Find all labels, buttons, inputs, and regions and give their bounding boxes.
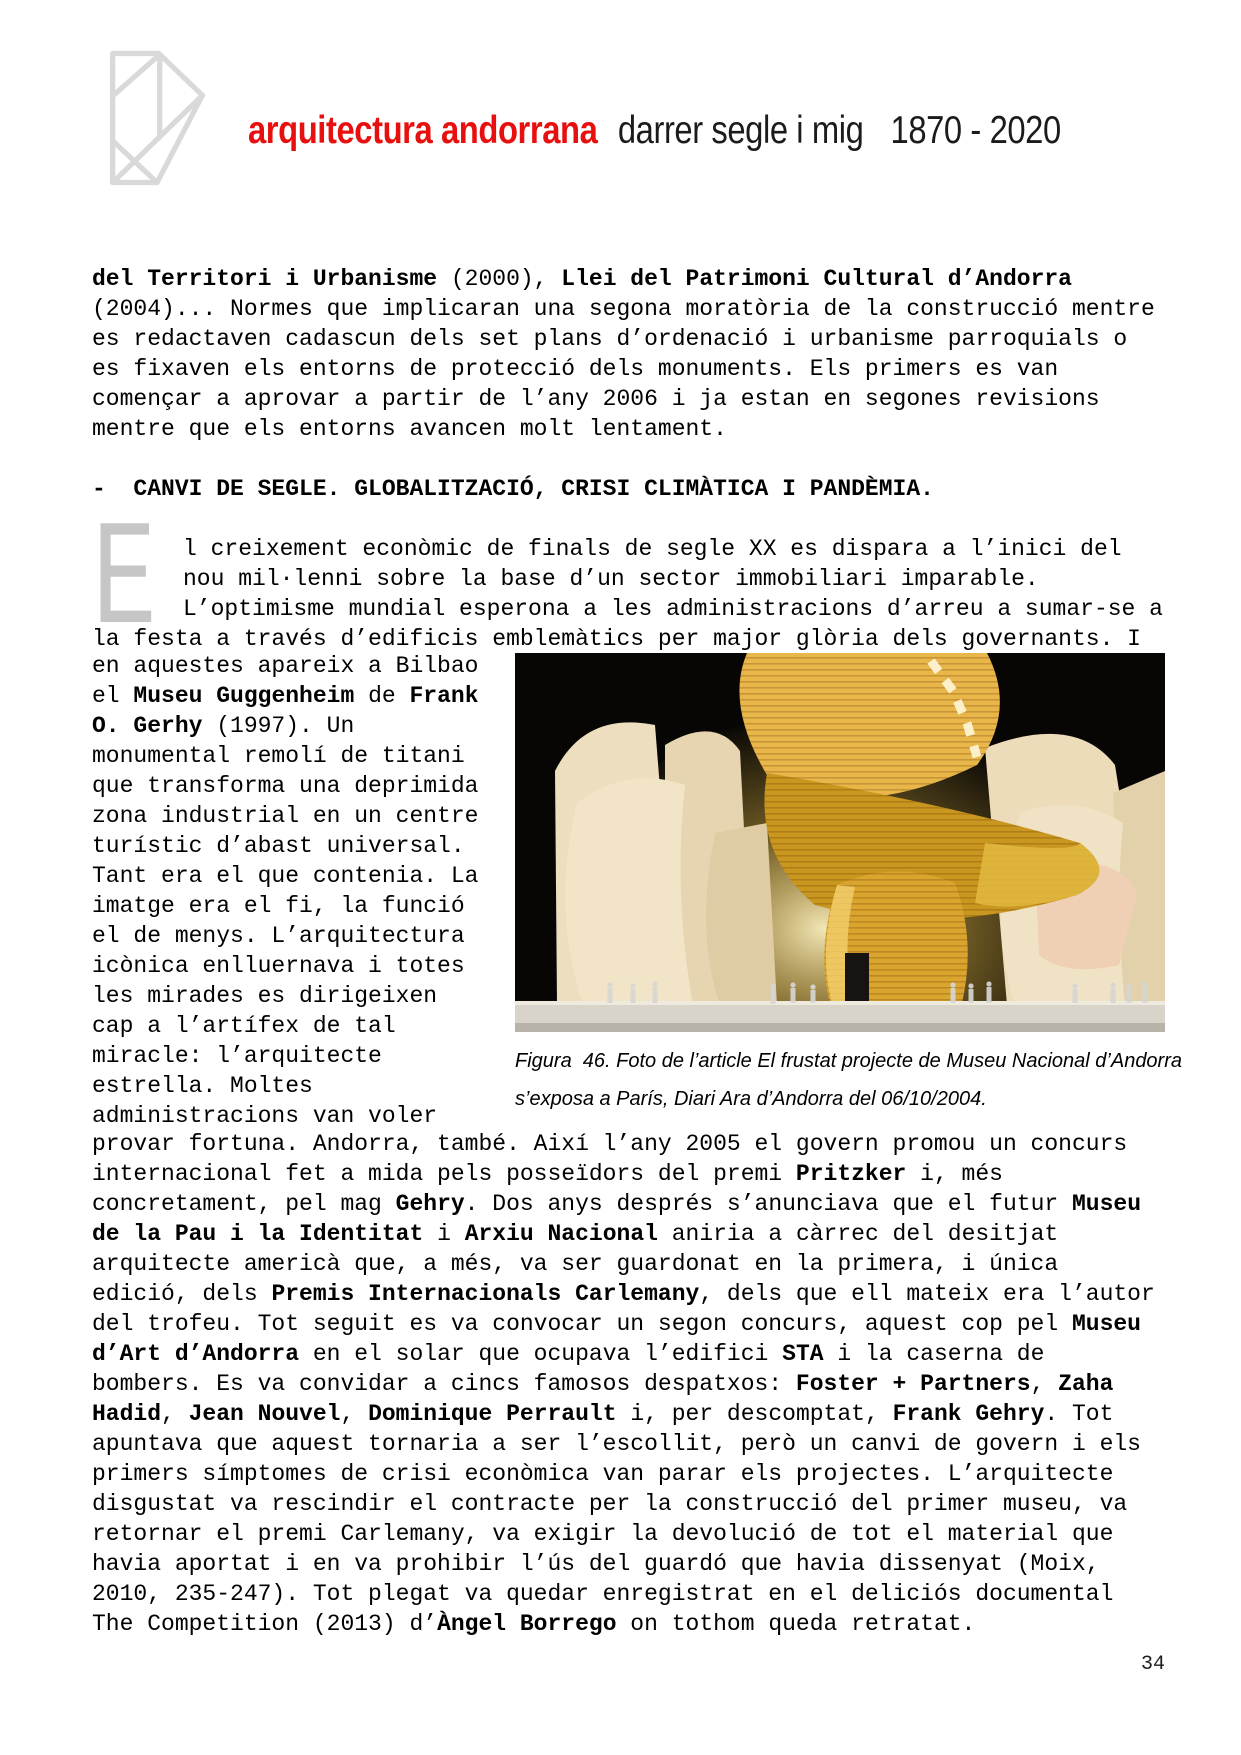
text-line: cap a l’artífex de tal <box>92 1013 396 1039</box>
publication-title <box>248 108 1061 154</box>
text-line: The Competition (2013) d’Àngel Borrego on tothom queda retratat. <box>92 1611 976 1637</box>
text-line: icònica enlluernava i totes <box>92 953 465 979</box>
tower-door <box>845 953 869 1005</box>
text-line: monumental remolí de titani <box>92 743 465 769</box>
text-line: estrella. Moltes <box>92 1073 313 1099</box>
text-line: turístic d’abast universal. <box>92 833 465 859</box>
text-line: Tant era el que contenia. La <box>92 863 479 889</box>
text-line: començar a aprovar a partir de l’any 2006 i ja estan en segones revisions <box>92 386 1100 412</box>
text-line: zona industrial en un centre <box>92 803 479 829</box>
text-line: nou mil·lenni sobre la base d’un sector immobiliari imparable. <box>183 566 1039 592</box>
text-line: l creixement econòmic de finals de segle XX es dispara a l’inici del <box>183 536 1122 562</box>
text-line: de la Pau i la Identitat i Arxiu Nacional aniria a càrrec del desitjat <box>92 1221 1059 1247</box>
text-line: administracions van voler <box>92 1103 438 1129</box>
text-line: 2010, 235-247). Tot plegat va quedar enregistrat en el deliciós documental <box>92 1581 1114 1607</box>
text-line: del trofeu. Tot seguit es va convocar un segon concurs, aquest cop pel Museu <box>92 1311 1141 1337</box>
title-years: 1870 - 2020 <box>890 109 1061 152</box>
paragraph-laws <box>92 264 1182 444</box>
text-line: edició, dels Premis Internacionals Carlemany, dels que ell mateix era l’autor <box>92 1281 1155 1307</box>
text-line: disgustat va rescindir el contracte per la construcció del primer museu, va <box>92 1491 1128 1517</box>
paragraph-competition <box>92 1129 1182 1639</box>
page-number: 34 <box>1140 1653 1165 1676</box>
text-line: del Territori i Urbanisme (2000), Llei del Patrimoni Cultural d’Andorra <box>92 266 1072 292</box>
text-line: que transforma una deprimida <box>92 773 479 799</box>
title-subtitle: darrer segle i mig <box>617 109 864 152</box>
section-heading-text: - CANVI DE SEGLE. GLOBALITZACIÓ, CRISI CLIMÀTICA I PANDÈMIA. <box>92 476 934 502</box>
text-line: mentre que els entorns avancen molt lentament. <box>92 416 727 442</box>
text-line: es fixaven els entorns de protecció dels monuments. Els primers es van <box>92 356 1059 382</box>
figure-photo-museum-model <box>515 653 1165 1032</box>
text-line: retornar el premi Carlemany, va exigir la devolució de tot el material que <box>92 1521 1114 1547</box>
text-line: (2004)... Normes que implicaran una segona moratòria de la construcció mentre <box>92 296 1155 322</box>
text-line: es redactaven cadascun dels set plans d’ordenació i urbanisme parroquials o <box>92 326 1128 352</box>
title-brand: arquitectura andorrana <box>248 109 598 152</box>
text-line: provar fortuna. Andorra, també. Així l’any 2005 el govern promou un concurs <box>92 1131 1128 1157</box>
text-line: d’Art d’Andorra en el solar que ocupava l’edifici STA i la caserna de <box>92 1341 1045 1367</box>
text-line: la festa a través d’edificis emblemàtics per major glòria dels governants. I <box>92 626 1141 652</box>
text-line: bombers. Es va convidar a cincs famosos despatxos: Foster + Partners, Zaha <box>92 1371 1114 1397</box>
text-line: imatge era el fi, la funció <box>92 893 465 919</box>
drop-cap-letter: E <box>92 498 157 668</box>
text-line: en aquestes apareix a Bilbao <box>92 653 479 679</box>
text-line: concretament, pel mag Gehry. Dos anys després s’anunciava que el futur Museu <box>92 1191 1141 1217</box>
text-line: el Museu Guggenheim de Frank <box>92 683 479 709</box>
left-column-text <box>92 651 517 1131</box>
section-heading <box>92 474 1182 504</box>
text-line: internacional fet a mida pels posseïdors del premi Pritzker i, més <box>92 1161 1003 1187</box>
figure-caption <box>515 1042 1183 1118</box>
text-line: primers símptomes de crisi econòmica van parar els projectes. L’arquitecte <box>92 1461 1114 1487</box>
text-line: havia aportat i en va prohibir l’ús del guardó que havia dissenyat (Moix, <box>92 1551 1100 1577</box>
text-line: apuntava que aquest tornaria a ser l’escollit, però un canvi de govern i els <box>92 1431 1141 1457</box>
text-line: Hadid, Jean Nouvel, Dominique Perrault i, per descomptat, Frank Gehry. Tot <box>92 1401 1114 1427</box>
museum-model-illustration <box>515 653 1165 1032</box>
text-line: L’optimisme mundial esperona a les administracions d’arreu a sumar-se a <box>183 596 1163 622</box>
text-line: miracle: l’arquitecte <box>92 1043 382 1069</box>
text-line: el de menys. L’arquitectura <box>92 923 465 949</box>
faceted-crystal-d-logo-icon <box>90 38 212 198</box>
model-base <box>515 1001 1165 1032</box>
text-line: arquitecte americà que, a més, va ser guardonat en la primera, i única <box>92 1251 1059 1277</box>
text-line: Figura 46. Foto de l’article El frustat projecte de Museu Nacional d’Andorra <box>515 1050 1183 1072</box>
text-line: les mirades es dirigeixen <box>92 983 438 1009</box>
text-line: O. Gerhy (1997). Un <box>92 713 355 739</box>
text-line: s’exposa a París, Diari Ara d’Andorra del 06/10/2004. <box>515 1088 987 1110</box>
